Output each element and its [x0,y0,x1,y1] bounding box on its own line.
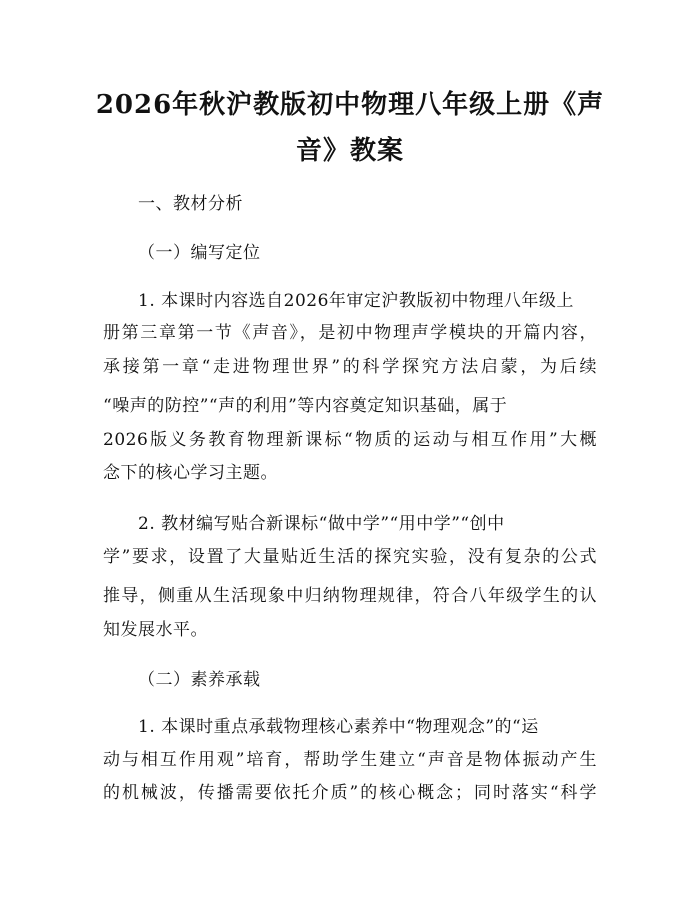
paragraph-2-line-1: 2. 教材编写贴合新课标“做中学”“用中学”“创中 [138,514,505,534]
paragraph-3-line-3: 的机械波，传播需要依托介质”的核心概念；同时落实“科学 [103,783,597,803]
subsection-heading-literacy: （二）素养承载 [138,670,261,690]
paragraph-1-line-4: “噪声的防控”“声的利用”等内容奠定知识基础，属于 [103,396,508,416]
paragraph-1-line-6: 念下的核心学习主题。 [103,463,278,483]
section-heading-teaching-material-analysis: 一、教材分析 [138,194,243,214]
paragraph-2-line-3: 推导，侧重从生活现象中归纳物理规律，符合八年级学生的认 [103,586,597,606]
paragraph-2-line-2: 学”要求，设置了大量贴近生活的探究实验，没有复杂的公式 [103,547,597,567]
subsection-heading-positioning: （一）编写定位 [138,243,261,263]
paragraph-3-line-1: 1. 本课时重点承载物理核心素养中“物理观念”的“运 [138,717,539,737]
paragraph-1-line-3: 承接第一章“走进物理世界”的科学探究方法启蒙，为后续 [103,357,597,377]
document-title-line-1: 2026年秋沪教版初中物理八年级上册《声 [95,90,605,120]
paragraph-1-line-5: 2026版义务教育物理新课标“物质的运动与相互作用”大概 [103,430,597,450]
paragraph-1-line-1: 1. 本课时内容选自2026年审定沪教版初中物理八年级上 [138,291,574,311]
paragraph-2-line-4: 知发展水平。 [103,620,208,640]
document-title-line-2: 音》教案 [295,136,404,166]
paragraph-3-line-2: 动与相互作用观”培育，帮助学生建立“声音是物体振动产生 [103,750,597,770]
paragraph-1-line-2: 册第三章第一节《声音》，是初中物理声学模块的开篇内容， [103,323,597,343]
